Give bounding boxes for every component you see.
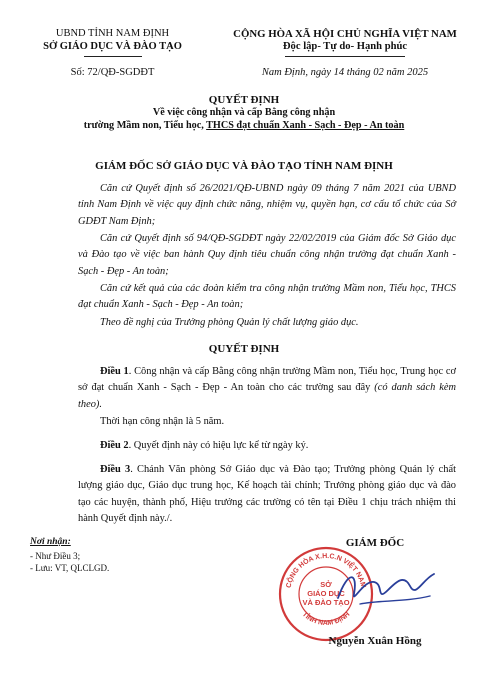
issue-date: Nam Định, ngày 14 tháng 02 năm 2025 [261, 67, 429, 78]
stamp-bottom-text: TỈNH NAM ĐỊNH [300, 610, 352, 628]
proposal-basis: Theo đề nghị của Trưởng phòng Quản lý chất lượng giáo dục. [100, 317, 359, 328]
document-title: QUYẾT ĐỊNH [208, 94, 280, 106]
agency-parent: UBND TỈNH NAM ĐỊNH [55, 28, 170, 39]
article-1: Điều 1. Công nhận và cấp Bằng công nhận trường Mầm non, Tiểu học, Trung học cơ sở đạt chuẩn Xanh - Sạch - Đẹp - An toàn cho các trường sau đây (có danh sách kèm theo). [78, 366, 457, 410]
recipient-item: - Lưu: VT, QLCLGD. [30, 563, 110, 573]
article-3: Điều 3. Chánh Văn phòng Sở Giáo dục và Đào tạo; Trưởng phòng Quản lý chất lượng giáo dục, Giáo dục trung học, Kế hoạch tài chính; Trưởng phòng giáo dục và đào tạo các huyện, thành phố, Hiệu trưởng các trường có tên tại Điều 1 chịu trách nhiệm thi hành Quyết định này./. [78, 464, 456, 524]
subject-part-b: THCS đạt chuẩn Xanh - Sạch - Đẹp - An toàn [206, 120, 405, 131]
signatory-position: GIÁM ĐỐC [345, 537, 405, 549]
document-number: Số: 72/QĐ-SGDĐT [70, 67, 155, 78]
article-1-label: Điều 1 [100, 366, 129, 377]
document-subject-line2 [0, 120, 488, 131]
article-3-label: Điều 3 [100, 464, 131, 475]
article-2-label: Điều 2 [100, 440, 129, 451]
subject-part-a: trường Mầm non, Tiểu học, [83, 120, 207, 131]
decision-heading: QUYẾT ĐỊNH [208, 343, 280, 355]
article-1-note: (có danh sách kèm theo). [78, 382, 456, 410]
recipients-title: Nơi nhận: [30, 537, 71, 547]
stamp-center-line: VÀ ĐÀO TẠO [302, 598, 350, 607]
motto-underline [285, 56, 405, 57]
stamp-center-line: SỞ [320, 580, 332, 589]
document-subject-line1: Về việc công nhận và cấp Bằng công nhận [152, 107, 336, 118]
agency-underline [84, 56, 142, 57]
article-2: Điều 2. Quyết định này có hiệu lực kể từ ngày ký. [100, 440, 309, 451]
issuing-authority: GIÁM ĐỐC SỞ GIÁO DỤC VÀ ĐÀO TẠO TỈNH NAM ĐỊNH [95, 160, 393, 172]
legal-basis-1: Căn cứ Quyết định số 26/2021/QĐ-UBND ngày 09 tháng 7 năm 2021 của UBND tỉnh Nam Định về việc quy định chức năng, nhiệm vụ, quyền hạn, cơ cấu tổ chức của Sở GDĐT Nam Định; [78, 183, 456, 227]
stamp-center-line: GIÁO DỤC [307, 589, 345, 598]
recognition-term: Thời hạn công nhận là 5 năm. [100, 416, 225, 427]
national-motto: Độc lập- Tự do- Hạnh phúc [282, 41, 408, 52]
legal-basis-2: Căn cứ Quyết định số 94/QĐ-SGDĐT ngày 22/02/2019 của Giám đốc Sở Giáo dục và Đào tạo về việc ban hành Quy định tiêu chuẩn công nhận trường đạt chuẩn Xanh - Sạch - Đẹp - An toàn; [78, 233, 456, 277]
signatory-name: Nguyễn Xuân Hồng [328, 635, 422, 647]
agency-name: SỞ GIÁO DỤC VÀ ĐÀO TẠO [43, 41, 182, 52]
national-title: CỘNG HÒA XÃ HỘI CHỦ NGHĨA VIỆT NAM [233, 28, 457, 40]
stamp-outer-text: CỘNG HÒA X.H.C.N VIỆT NAM [285, 552, 367, 589]
legal-basis-3: Căn cứ kết quả của các đoàn kiểm tra công nhận trường Mầm non, Tiểu học, THCS đạt chuẩn Xanh - Sạch - Đẹp - An toàn; [78, 283, 456, 311]
recipient-item: - Như Điều 3; [30, 551, 81, 561]
handwritten-signature [330, 560, 440, 620]
